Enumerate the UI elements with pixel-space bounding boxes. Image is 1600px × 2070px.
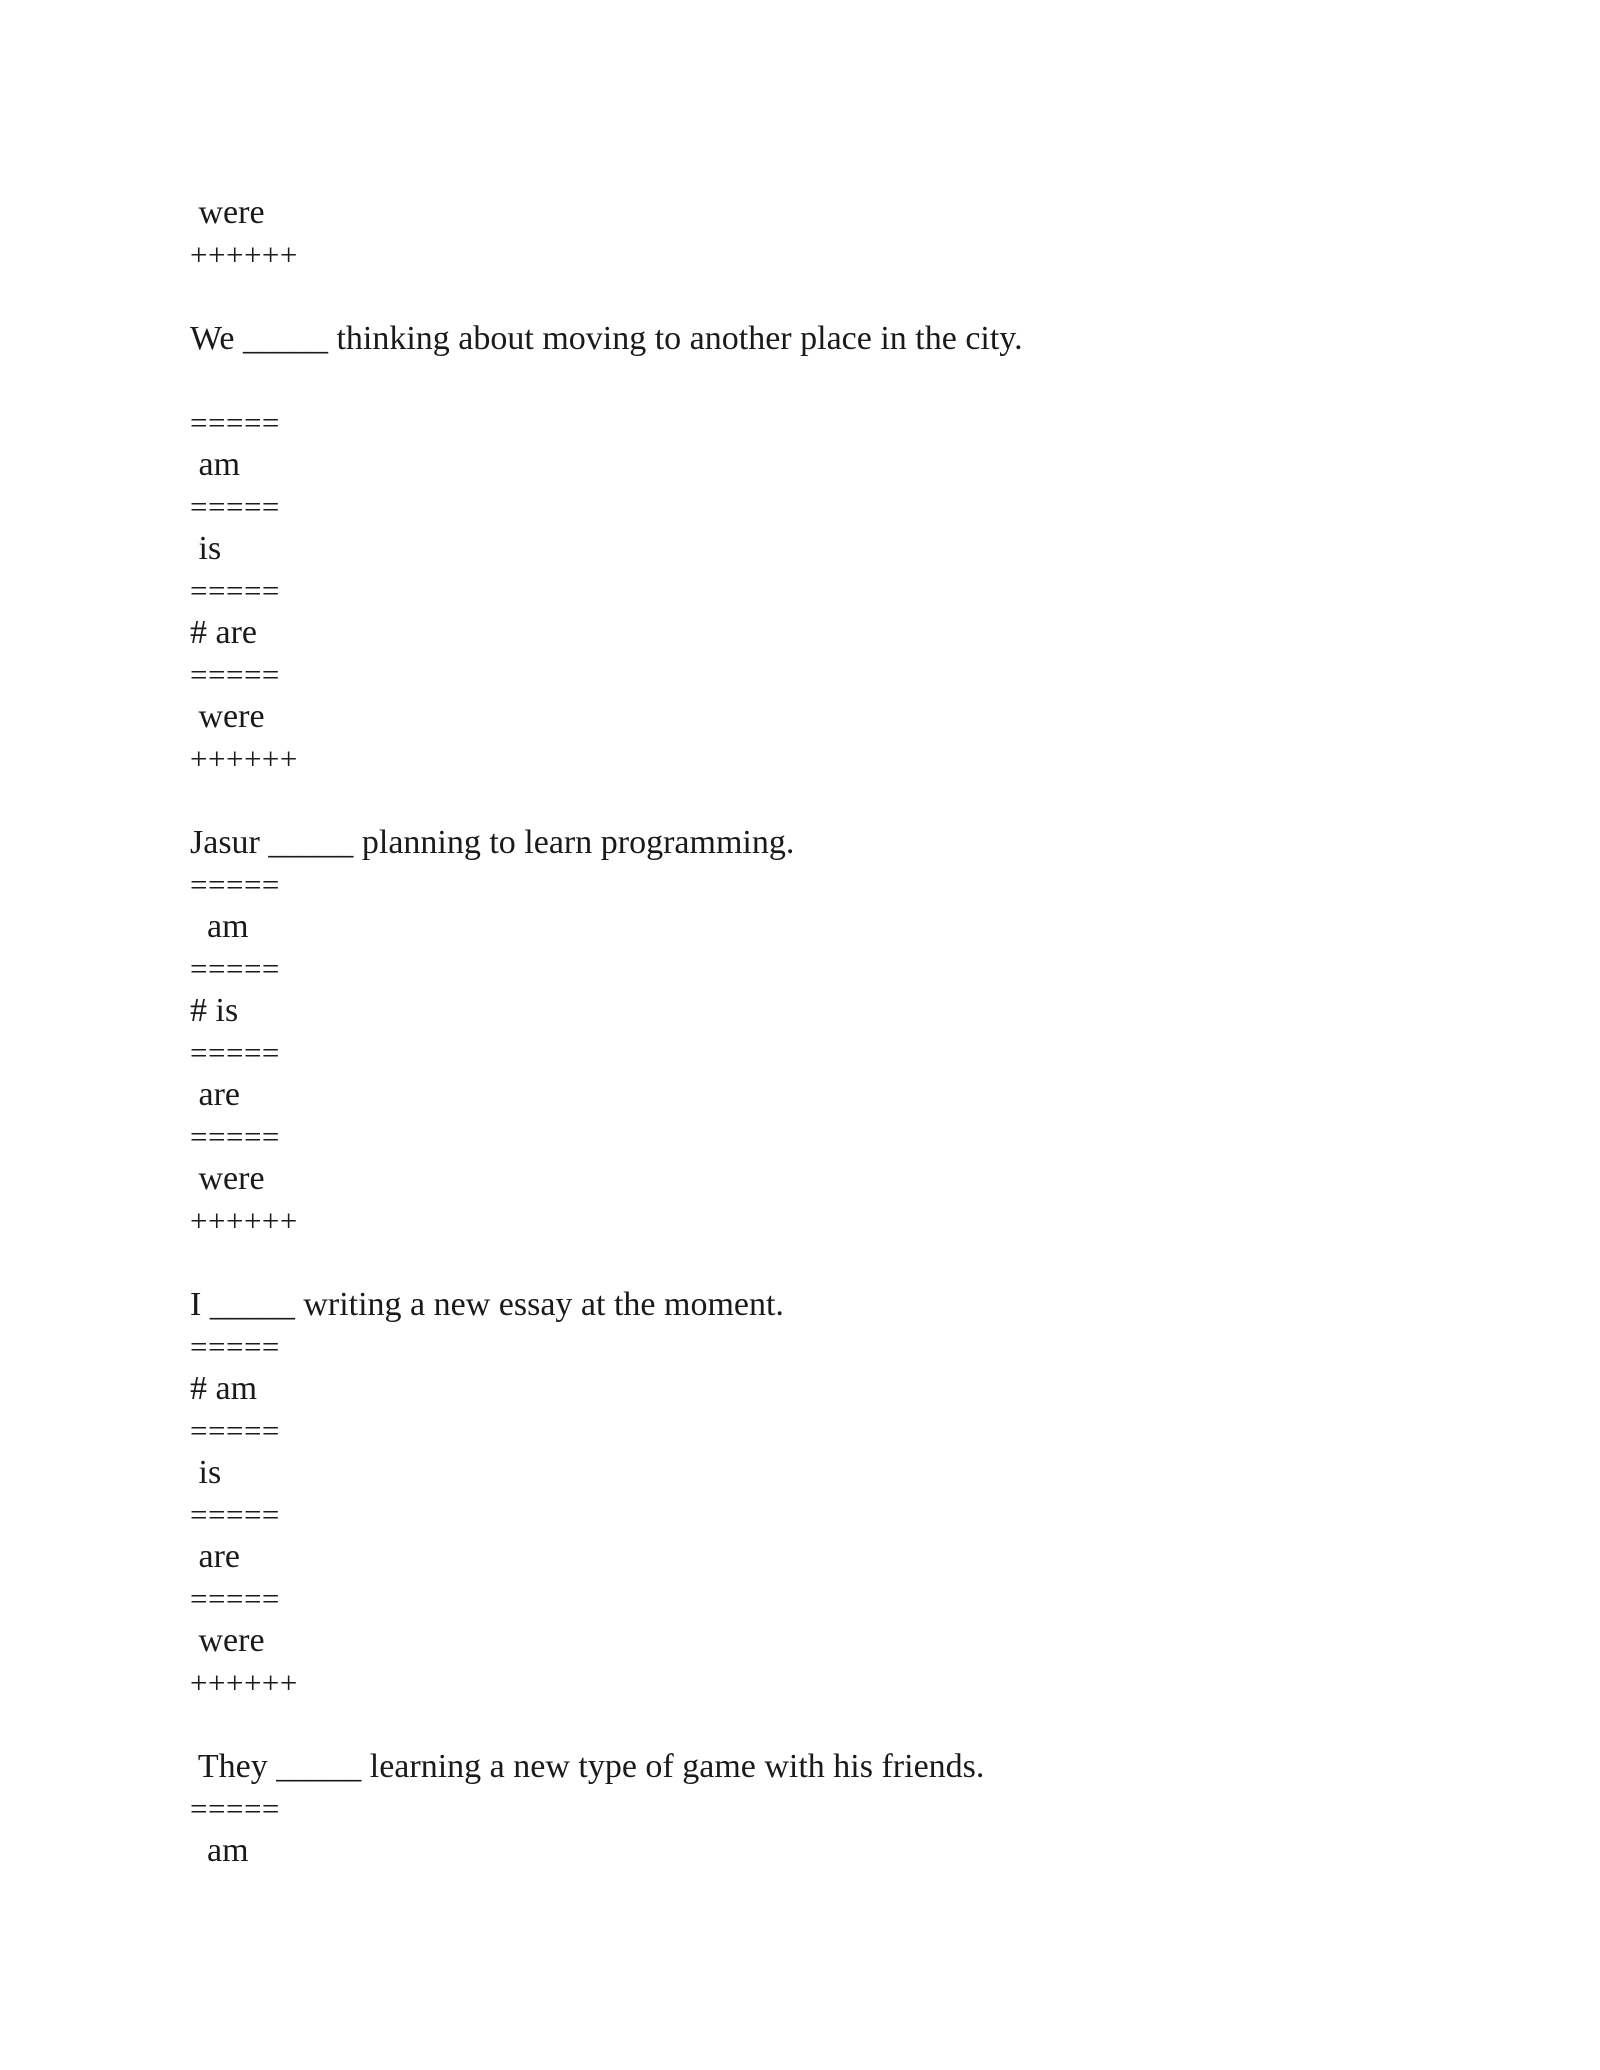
option-line: are	[190, 1076, 241, 1113]
question-text: They _____ learning a new type of game with his friends.	[190, 1748, 985, 1785]
blank-line	[190, 360, 1440, 402]
option-separator: =====	[190, 405, 280, 440]
question-end-marker: ++++++	[190, 1665, 298, 1700]
option-line: am	[190, 446, 241, 483]
option-separator: =====	[190, 1497, 280, 1532]
question-text: Jasur _____ planning to learn programming.	[190, 824, 795, 861]
option-line: is	[190, 530, 222, 567]
option-line: is	[190, 1454, 222, 1491]
option-separator: =====	[190, 1329, 280, 1364]
option-line: were	[190, 1160, 265, 1197]
quiz-text	[190, 192, 1440, 1872]
correct-option-line: # is	[190, 992, 239, 1029]
option-line: were	[190, 698, 265, 735]
question-end-marker: ++++++	[190, 1203, 298, 1238]
option-line: am	[190, 908, 249, 945]
option-separator: =====	[190, 573, 280, 608]
correct-option-line: # am	[190, 1370, 258, 1407]
question-end-marker: ++++++	[190, 741, 298, 776]
option-separator: =====	[190, 1119, 280, 1154]
option-line: were	[190, 1622, 265, 1659]
option-separator: =====	[190, 1581, 280, 1616]
blank-line	[190, 1704, 1440, 1746]
option-separator: =====	[190, 489, 280, 524]
option-separator: =====	[190, 1791, 280, 1826]
option-line: am	[190, 1832, 249, 1869]
question-text: We _____ thinking about moving to another place in the city.	[190, 320, 1023, 357]
question-end-marker: ++++++	[190, 237, 298, 272]
blank-line	[190, 276, 1440, 318]
option-separator: =====	[190, 657, 280, 692]
option-line: were	[190, 194, 265, 231]
option-separator: =====	[190, 1413, 280, 1448]
option-separator: =====	[190, 1035, 280, 1070]
option-line: are	[190, 1538, 241, 1575]
question-text: I _____ writing a new essay at the moment.	[190, 1286, 784, 1323]
blank-line	[190, 1242, 1440, 1284]
correct-option-line: # are	[190, 614, 258, 651]
option-separator: =====	[190, 867, 280, 902]
blank-line	[190, 780, 1440, 822]
option-separator: =====	[190, 951, 280, 986]
